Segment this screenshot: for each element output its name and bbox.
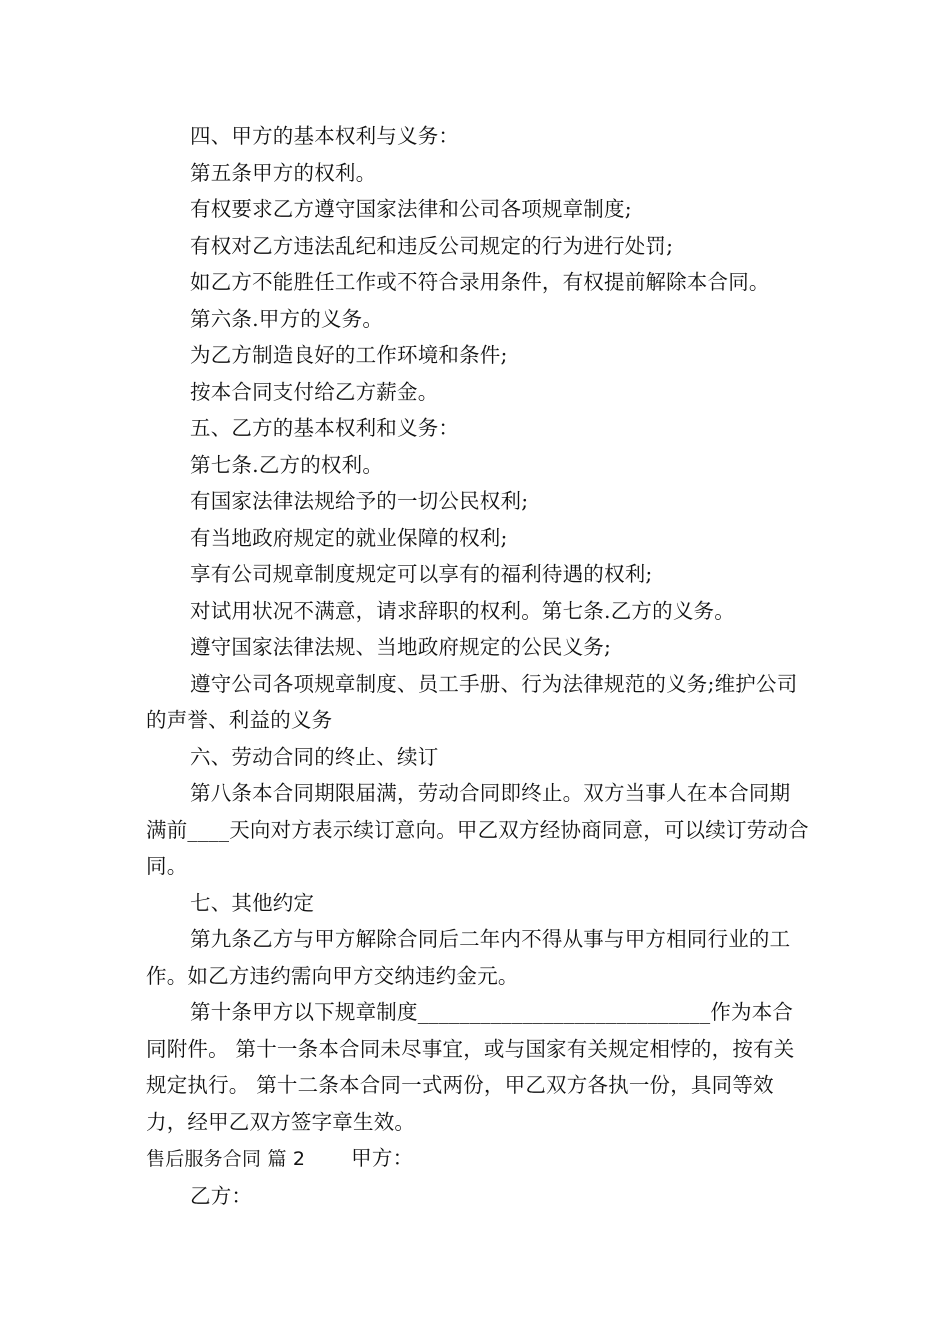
paragraph: 对试用状况不满意，请求辞职的权利。第七条.乙方的义务。 [190, 598, 735, 623]
paragraph: 有国家法律法规给予的一切公民权利; [190, 489, 529, 513]
party-a-label: 甲方： [351, 1146, 414, 1170]
party-b-label: 乙方： [190, 1183, 253, 1208]
paragraph: 第五条甲方的权利。 [190, 160, 377, 185]
contract-title: 售后服务合同 篇 2 [146, 1148, 306, 1170]
paragraph: 第八条本合同期限届满，劳动合同即终止。双方当事人在本合同期满前____天向对方表示续订意向。甲乙双方经协商同意，可以续订劳动合同。 [146, 781, 809, 878]
paragraph: 遵守国家法律法规、当地政府规定的公民义务; [190, 635, 612, 659]
contract-body [146, 118, 810, 1214]
paragraph: 如乙方不能胜任工作或不符合录用条件，有权提前解除本合同。 [190, 270, 770, 294]
paragraph: 遵守公司各项规章制度、员工手册、行为法律规范的义务;维护公司的声誉、利益的义务 [146, 671, 798, 732]
paragraph: 按本合同支付给乙方薪金。 [190, 379, 439, 404]
paragraph: 为乙方制造良好的工作环境和条件; [190, 343, 508, 367]
paragraph: 有权要求乙方遵守国家法律和公司各项规章制度; [190, 197, 632, 221]
paragraph: 第九条乙方与甲方解除合同后二年内不得从事与甲方相同行业的工作。如乙方违约需向甲方交纳违约金元。 [146, 927, 791, 988]
section-heading: 七、其他约定 [190, 890, 315, 915]
paragraph: 第十条甲方以下规章制度____________________________作为本合同附件。 第十一条本合同未尽事宜，或与国家有关规定相悖的，按有关规定执行。 第十二条本合同一式两份，甲乙双方各执一份，具同等效力，经甲乙双方签字章生效。 [146, 1000, 795, 1134]
paragraph: 四、甲方的基本权利与义务： [190, 124, 460, 148]
paragraph: 有当地政府规定的就业保障的权利; [190, 525, 508, 550]
paragraph: 有权对乙方违法乱纪和违反公司规定的行为进行处罚; [190, 233, 674, 258]
paragraph: 五、乙方的基本权利和义务： [190, 416, 460, 440]
paragraph: 第六条.甲方的义务。 [190, 306, 384, 331]
paragraph: 第七条.乙方的权利。 [190, 452, 384, 477]
paragraph: 享有公司规章制度规定可以享有的福利待遇的权利; [190, 562, 653, 586]
section-heading: 六、劳动合同的终止、续订 [190, 744, 439, 769]
footer-line [146, 1140, 810, 1178]
